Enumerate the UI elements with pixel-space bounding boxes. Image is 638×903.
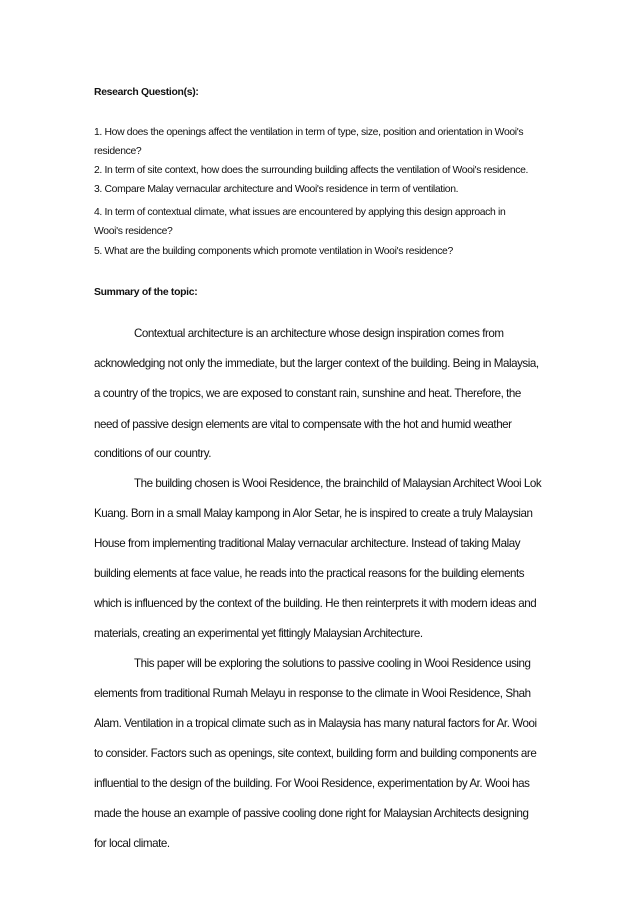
research-question-line: 5. What are the building components which promote ventilation in Wooi's residence? [94,246,453,257]
summary-paragraph-line: for local climate. [94,837,170,850]
summary-paragraph-line: building elements at face value, he reads into the practical reasons for the building elements [94,567,525,580]
research-question-line: Wooi's residence? [94,226,173,237]
summary-paragraph-line: materials, creating an experimental yet fittingly Malaysian Architecture. [94,627,423,640]
summary-paragraph-line: which is influenced by the context of the building. He then reinterprets it with modern ideas and [94,597,537,610]
research-question-line: 2. In term of site context, how does the surrounding building affects the ventilation of Wooi's residence. [94,165,529,176]
summary-paragraph-line: elements from traditional Rumah Melayu in response to the climate in Wooi Residence, Shah [94,687,531,700]
research-question-line: residence? [94,146,142,157]
summary-paragraph-line: Kuang. Born in a small Malay kampong in Alor Setar, he is inspired to create a truly Malaysian [94,507,533,520]
research-question-line: 4. In term of contextual climate, what issues are encountered by applying this design approach in [94,207,506,218]
summary-paragraph-line: made the house an example of passive cooling done right for Malaysian Architects designing [94,807,529,820]
summary-paragraph-line: Contextual architecture is an architecture whose design inspiration comes from [134,327,504,340]
summary-paragraph-line: acknowledging not only the immediate, but the larger context of the building. Being in Malaysia, [94,357,539,370]
summary-heading: Summary of the topic: [94,287,198,298]
research-question-line: 1. How does the openings affect the ventilation in term of type, size, position and orientation in Wooi's [94,127,524,138]
research-question-line: 3. Compare Malay vernacular architecture and Wooi's residence in term of ventilation. [94,184,459,195]
summary-paragraph-line: influential to the design of the building. For Wooi Residence, experimentation by Ar. Wooi has [94,777,530,790]
summary-paragraph-line: House from implementing traditional Malay vernacular architecture. Instead of taking Malay [94,537,521,550]
summary-paragraph-line: The building chosen is Wooi Residence, the brainchild of Malaysian Architect Wooi Lok [134,477,542,490]
summary-paragraph-line: to consider. Factors such as openings, site context, building form and building components are [94,747,537,760]
summary-paragraph-line: This paper will be exploring the solutions to passive cooling in Wooi Residence using [134,657,531,670]
summary-paragraph-line: conditions of our country. [94,447,211,460]
summary-paragraph-line: Alam. Ventilation in a tropical climate such as in Malaysia has many natural factors for Ar. Wooi [94,717,537,730]
summary-paragraph-line: need of passive design elements are vital to compensate with the hot and humid weather [94,418,512,431]
research-questions-heading: Research Question(s): [94,87,199,98]
summary-paragraph-line: a country of the tropics, we are exposed to constant rain, sunshine and heat. Therefore, the [94,387,521,400]
